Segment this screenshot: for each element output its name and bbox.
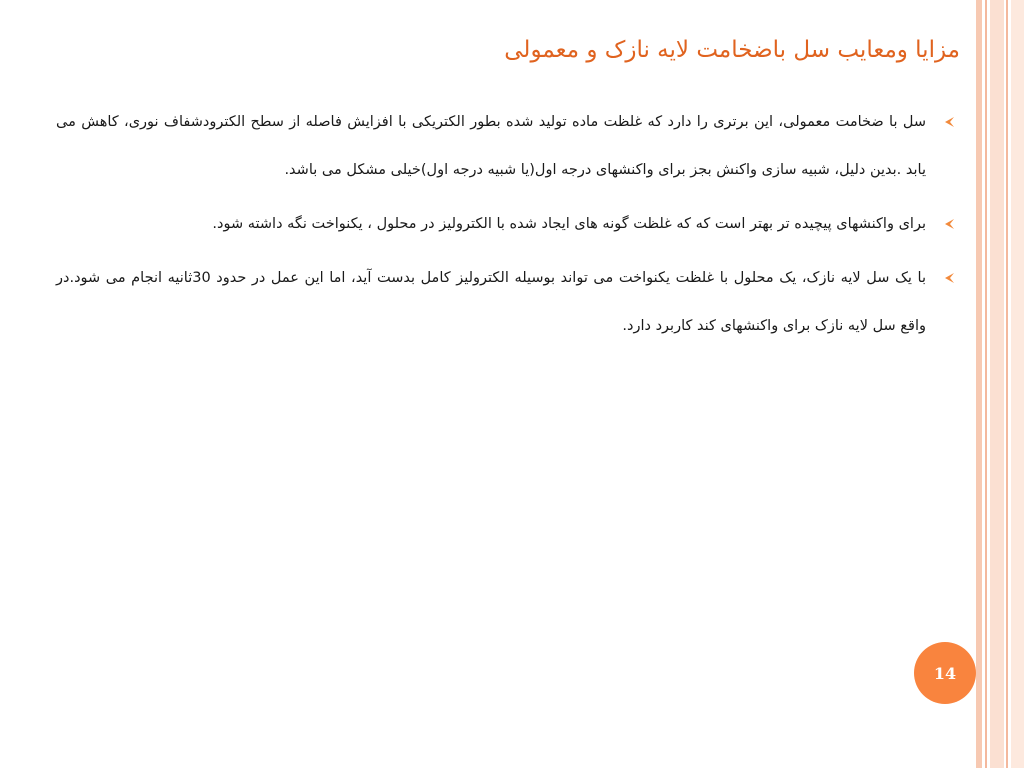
decorative-stripe bbox=[985, 0, 987, 768]
bullet-text: سل با ضخامت معمولی، این برتری را دارد که غلظت ماده تولید شده بطور الکتریکی با افزایش فاصله از سطح الکترودشفاف نوری، کاهش می یابد .بدین دلیل، شبیه سازی واکنش بجز برای واکنشهای درجه اول(یا شبیه درجه اول)خیلی مشکل می باشد. bbox=[56, 114, 926, 178]
arrowhead-bullet-icon bbox=[942, 217, 956, 231]
bullet-item bbox=[56, 254, 964, 350]
page-number: 14 bbox=[933, 663, 957, 683]
bullet-text: برای واکنشهای پیچیده تر بهتر است که که غلظت گونه های ایجاد شده با الکترولیز در محلول ، یکنواخت نگه داشته شود. bbox=[212, 216, 926, 232]
bullet-list bbox=[56, 98, 964, 356]
decorative-stripe bbox=[976, 0, 982, 768]
slide-title: مزایا ومعایب سل باضخامت لایه نازک و معمولی bbox=[504, 37, 960, 63]
page-number-badge bbox=[914, 642, 976, 704]
bullet-item bbox=[56, 98, 964, 194]
arrowhead-bullet-icon bbox=[942, 271, 956, 285]
decorative-stripe bbox=[1011, 0, 1024, 768]
decorative-stripe bbox=[1006, 0, 1008, 768]
arrowhead-bullet-icon bbox=[942, 115, 956, 129]
bullet-item bbox=[56, 200, 964, 248]
bullet-text: با یک سل لایه نازک، یک محلول با غلظت یکنواخت می تواند بوسیله الکترولیز کامل بدست آید، اما این عمل در حدود 30ثانیه انجام می شود.در واقع سل لایه نازک برای واکنشهای کند کاربرد دارد. bbox=[56, 270, 926, 334]
decorative-stripe bbox=[990, 0, 1004, 768]
